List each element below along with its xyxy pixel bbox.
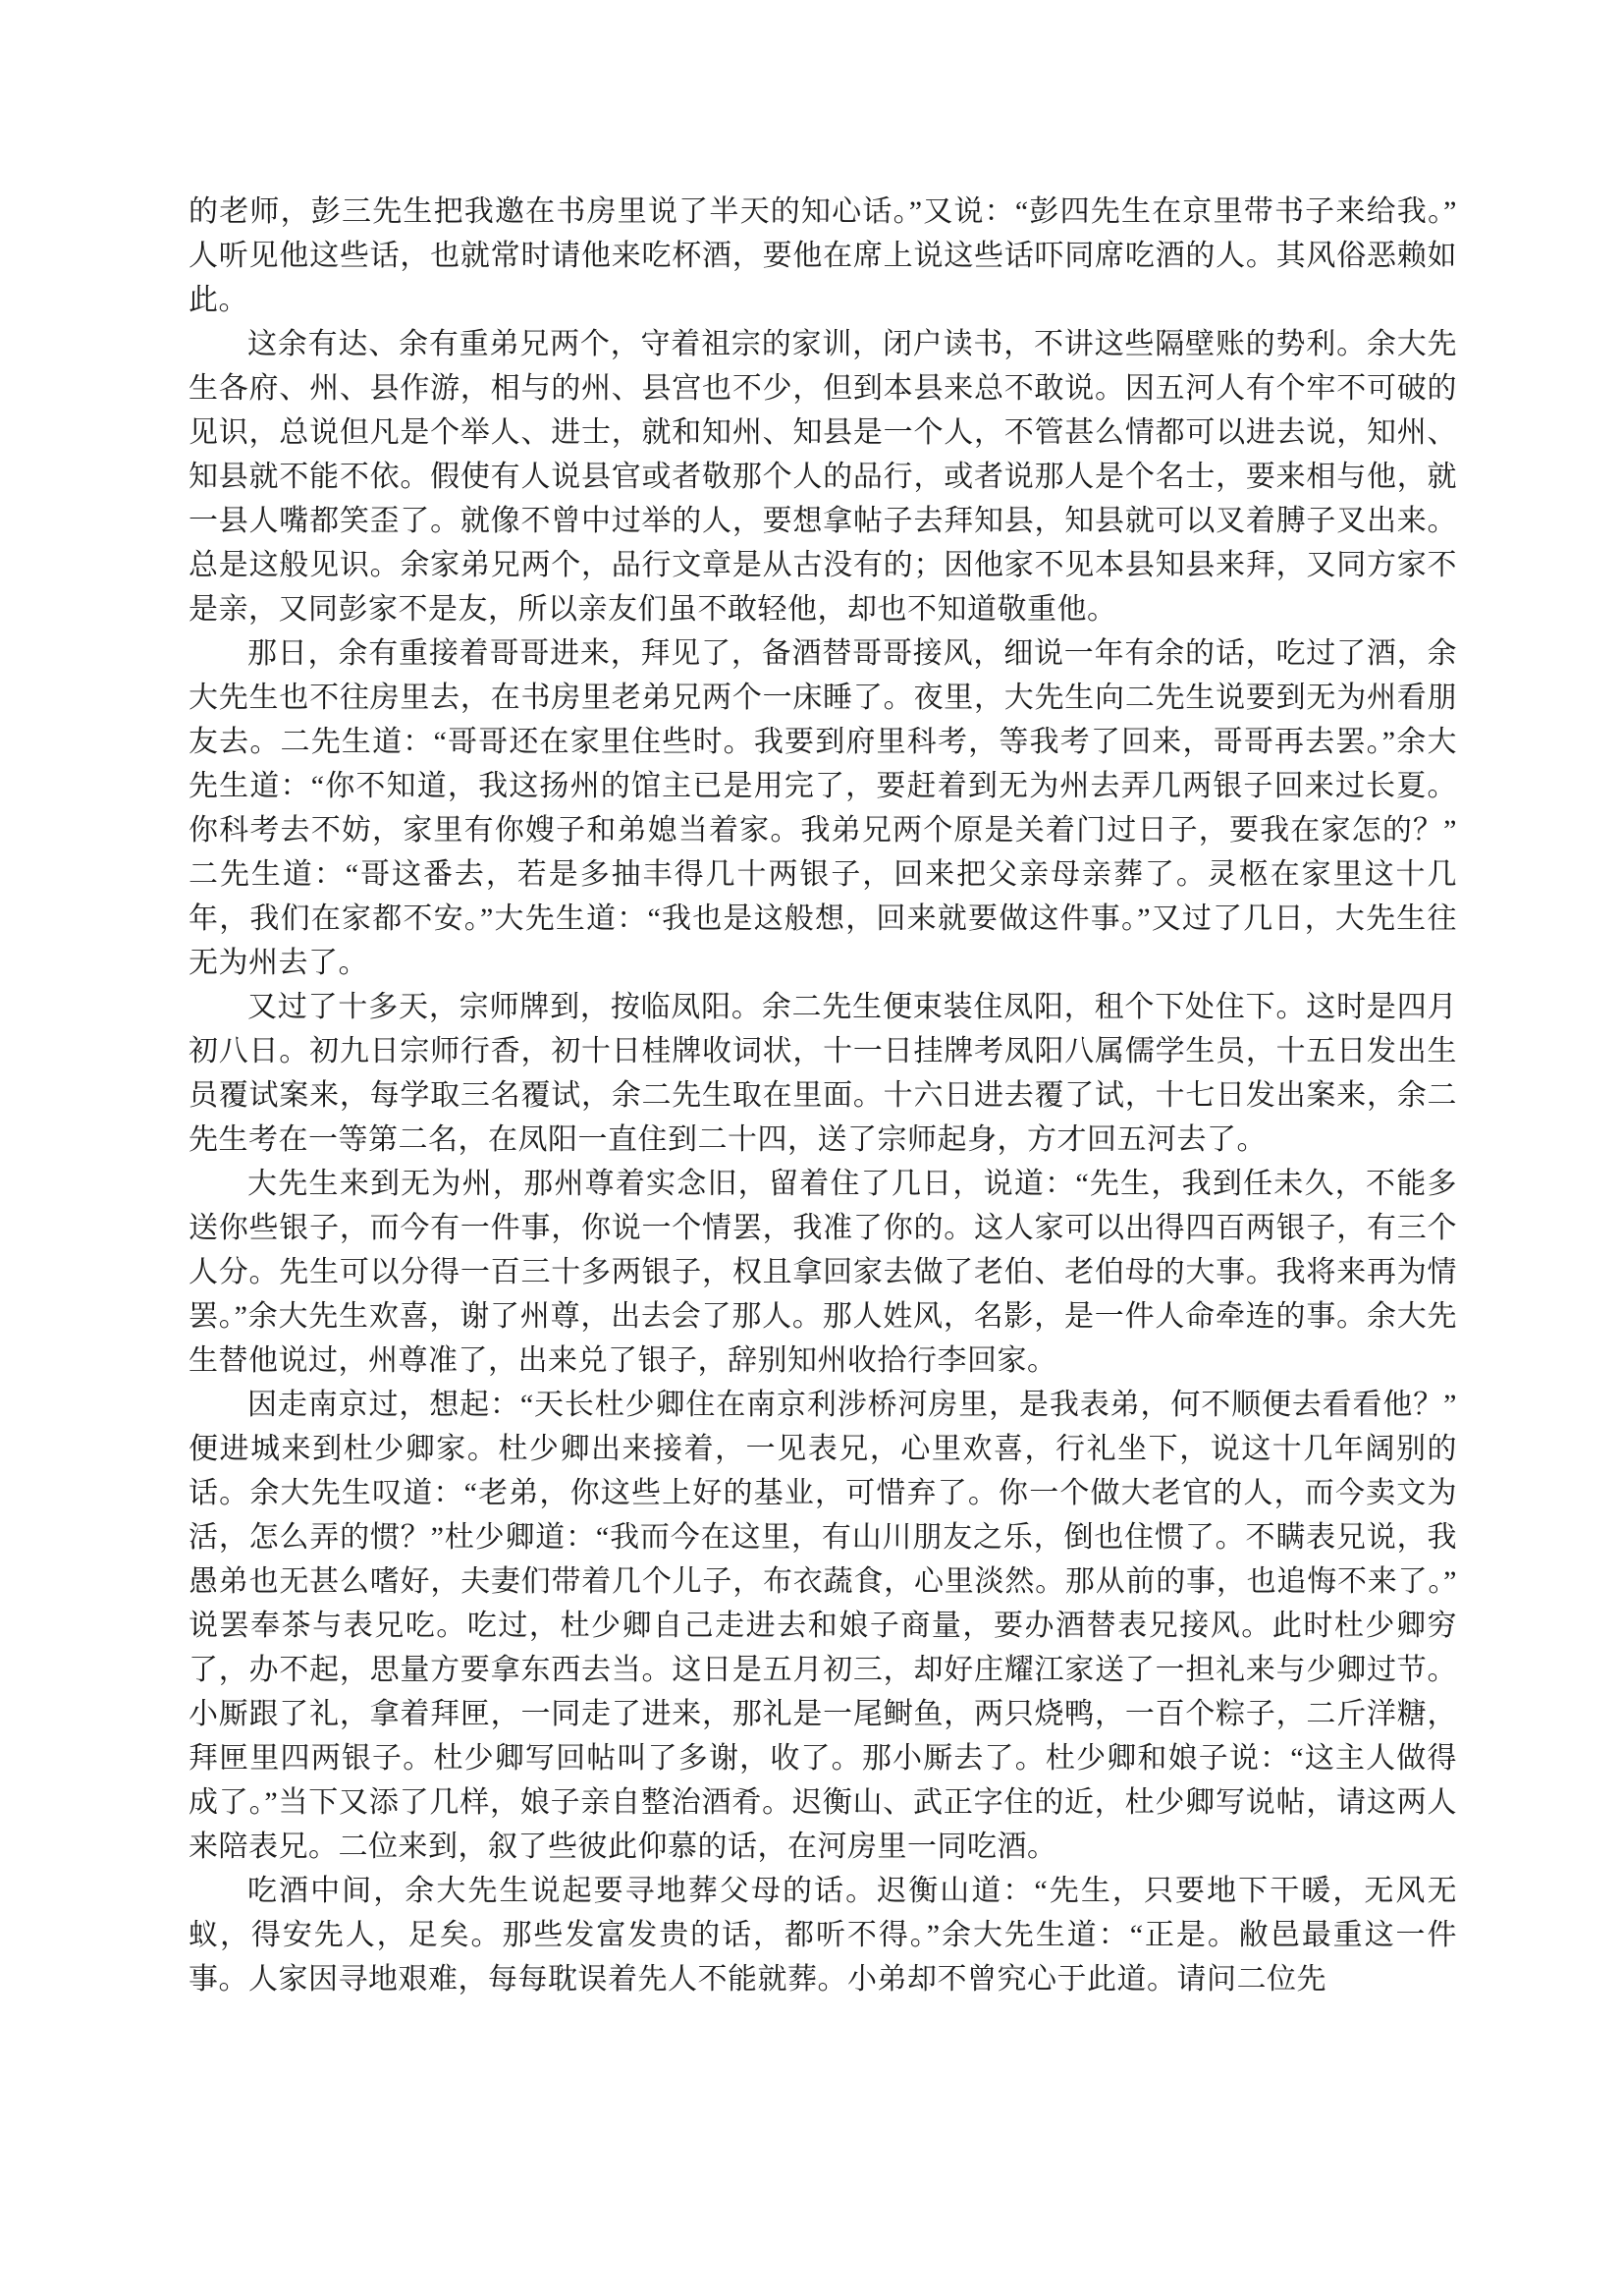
text-block <box>189 190 1457 2001</box>
paragraph: 这余有达、余有重弟兄两个，守着祖宗的家训，闭户读书，不讲这些隔壁账的势利。余大先生各府、州、县作游，相与的州、县宫也不少，但到本县来总不敢说。因五河人有个牢不可破的见识，总说但凡是个举人、进士，就和知州、知县是一个人，不管甚么情都可以进去说，知州、知县就不能不依。假使有人说县官或者敬那个人的品行，或者说那人是个名士，要来相与他，就一县人嘴都笑歪了。就像不曾中过举的人，要想拿帖子去拜知县，知县就可以叉着膊子叉出来。总是这般见识。余家弟兄两个，品行文章是从古没有的；因他家不见本县知县来拜，又同方家不是亲，又同彭家不是友，所以亲友们虽不敢轻他，却也不知道敬重他。 <box>189 328 1457 626</box>
paragraph: 吃酒中间，余大先生说起要寻地葬父母的话。迟衡山道：“先生，只要地下干暖，无风无蚁，得安先人，足矣。那些发富发贵的话，都听不得。”余大先生道：“正是。敝邑最重这一件事。人家因寻地艰难，每每耽误着先人不能就葬。小弟却不曾究心于此道。请问二位先 <box>189 1875 1457 1995</box>
paragraph: 又过了十多天，宗师牌到，按临凤阳。余二先生便束装住凤阳，租个下处住下。这时是四月初八日。初九日宗师行香，初十日桂牌收词状，十一日挂牌考凤阳八属儒学生员，十五日发出生员覆试案来，每学取三名覆试，余二先生取在里面。十六日进去覆了试，十七日发出案来，余二先生考在一等第二名，在凤阳一直住到二十四，送了宗师起身，方才回五河去了。 <box>189 991 1457 1156</box>
paragraph: 那日，余有重接着哥哥进来，拜见了，备酒替哥哥接风，细说一年有余的话，吃过了酒，余大先生也不往房里去，在书房里老弟兄两个一床睡了。夜里，大先生向二先生说要到无为州看朋友去。二先生道：“哥哥还在家里住些时。我要到府里科考，等我考了回来，哥哥再去罢。”余大先生道：“你不知道，我这扬州的馆主已是用完了，要赶着到无为州去弄几两银子回来过长夏。你科考去不妨，家里有你嫂子和弟媳当着家。我弟兄两个原是关着门过日子，要我在家怎的？”二先生道：“哥这番去，若是多抽丰得几十两银子，回来把父亲母亲葬了。灵柩在家里这十几年，我们在家都不安。”大先生道：“我也是这般想，回来就要做这件事。”又过了几日，大先生往无为州去了。 <box>189 637 1457 979</box>
paragraph: 因走南京过，想起：“天长杜少卿住在南京利涉桥河房里，是我表弟，何不顺便去看看他？”便进城来到杜少卿家。杜少卿出来接着，一见表兄，心里欢喜，行礼坐下，说这十几年阔别的话。余大先生叹道：“老弟，你这些上好的基业，可惜弃了。你一个做大老官的人，而今卖文为活，怎么弄的惯？”杜少卿道：“我而今在这里，有山川朋友之乐，倒也住惯了。不瞒表兄说，我愚弟也无甚么嗜好，夫妻们带着几个儿子，布衣蔬食，心里淡然。那从前的事，也追悔不来了。”说罢奉茶与表兄吃。吃过，杜少卿自己走进去和娘子商量，要办酒替表兄接风。此时杜少卿穷了，办不起，思量方要拿东西去当。这日是五月初三，却好庄耀江家送了一担礼来与少卿过节。小厮跟了礼，拿着拜匣，一同走了进来，那礼是一尾鲥鱼，两只烧鸭，一百个粽子，二斤洋糖，拜匣里四两银子。杜少卿写回帖叫了多谢，收了。那小厮去了。杜少卿和娘子说：“这主人做得成了。”当下又添了几样，娘子亲自整治酒肴。迟衡山、武正字住的近，杜少卿写说帖，请这两人来陪表兄。二位来到，叙了些彼此仰慕的话，在河房里一同吃酒。 <box>189 1389 1457 1863</box>
paragraph: 的老师，彭三先生把我邀在书房里说了半天的知心话。”又说：“彭四先生在京里带书子来给我。”人听见他这些话，也就常时请他来吃杯酒，要他在席上说这些话吓同席吃酒的人。其风俗恶赖如此。 <box>189 195 1457 316</box>
paragraph: 大先生来到无为州，那州尊着实念旧，留着住了几日，说道：“先生，我到任未久，不能多送你些银子，而今有一件事，你说一个情罢，我准了你的。这人家可以出得四百两银子，有三个人分。先生可以分得一百三十多两银子，权且拿回家去做了老伯、老伯母的大事。我将来再为情罢。”余大先生欢喜，谢了州尊，出去会了那人。那人姓风，名影，是一件人命牵连的事。余大先生替他说过，州尊准了，出来兑了银子，辞别知州收拾行李回家。 <box>189 1168 1457 1377</box>
